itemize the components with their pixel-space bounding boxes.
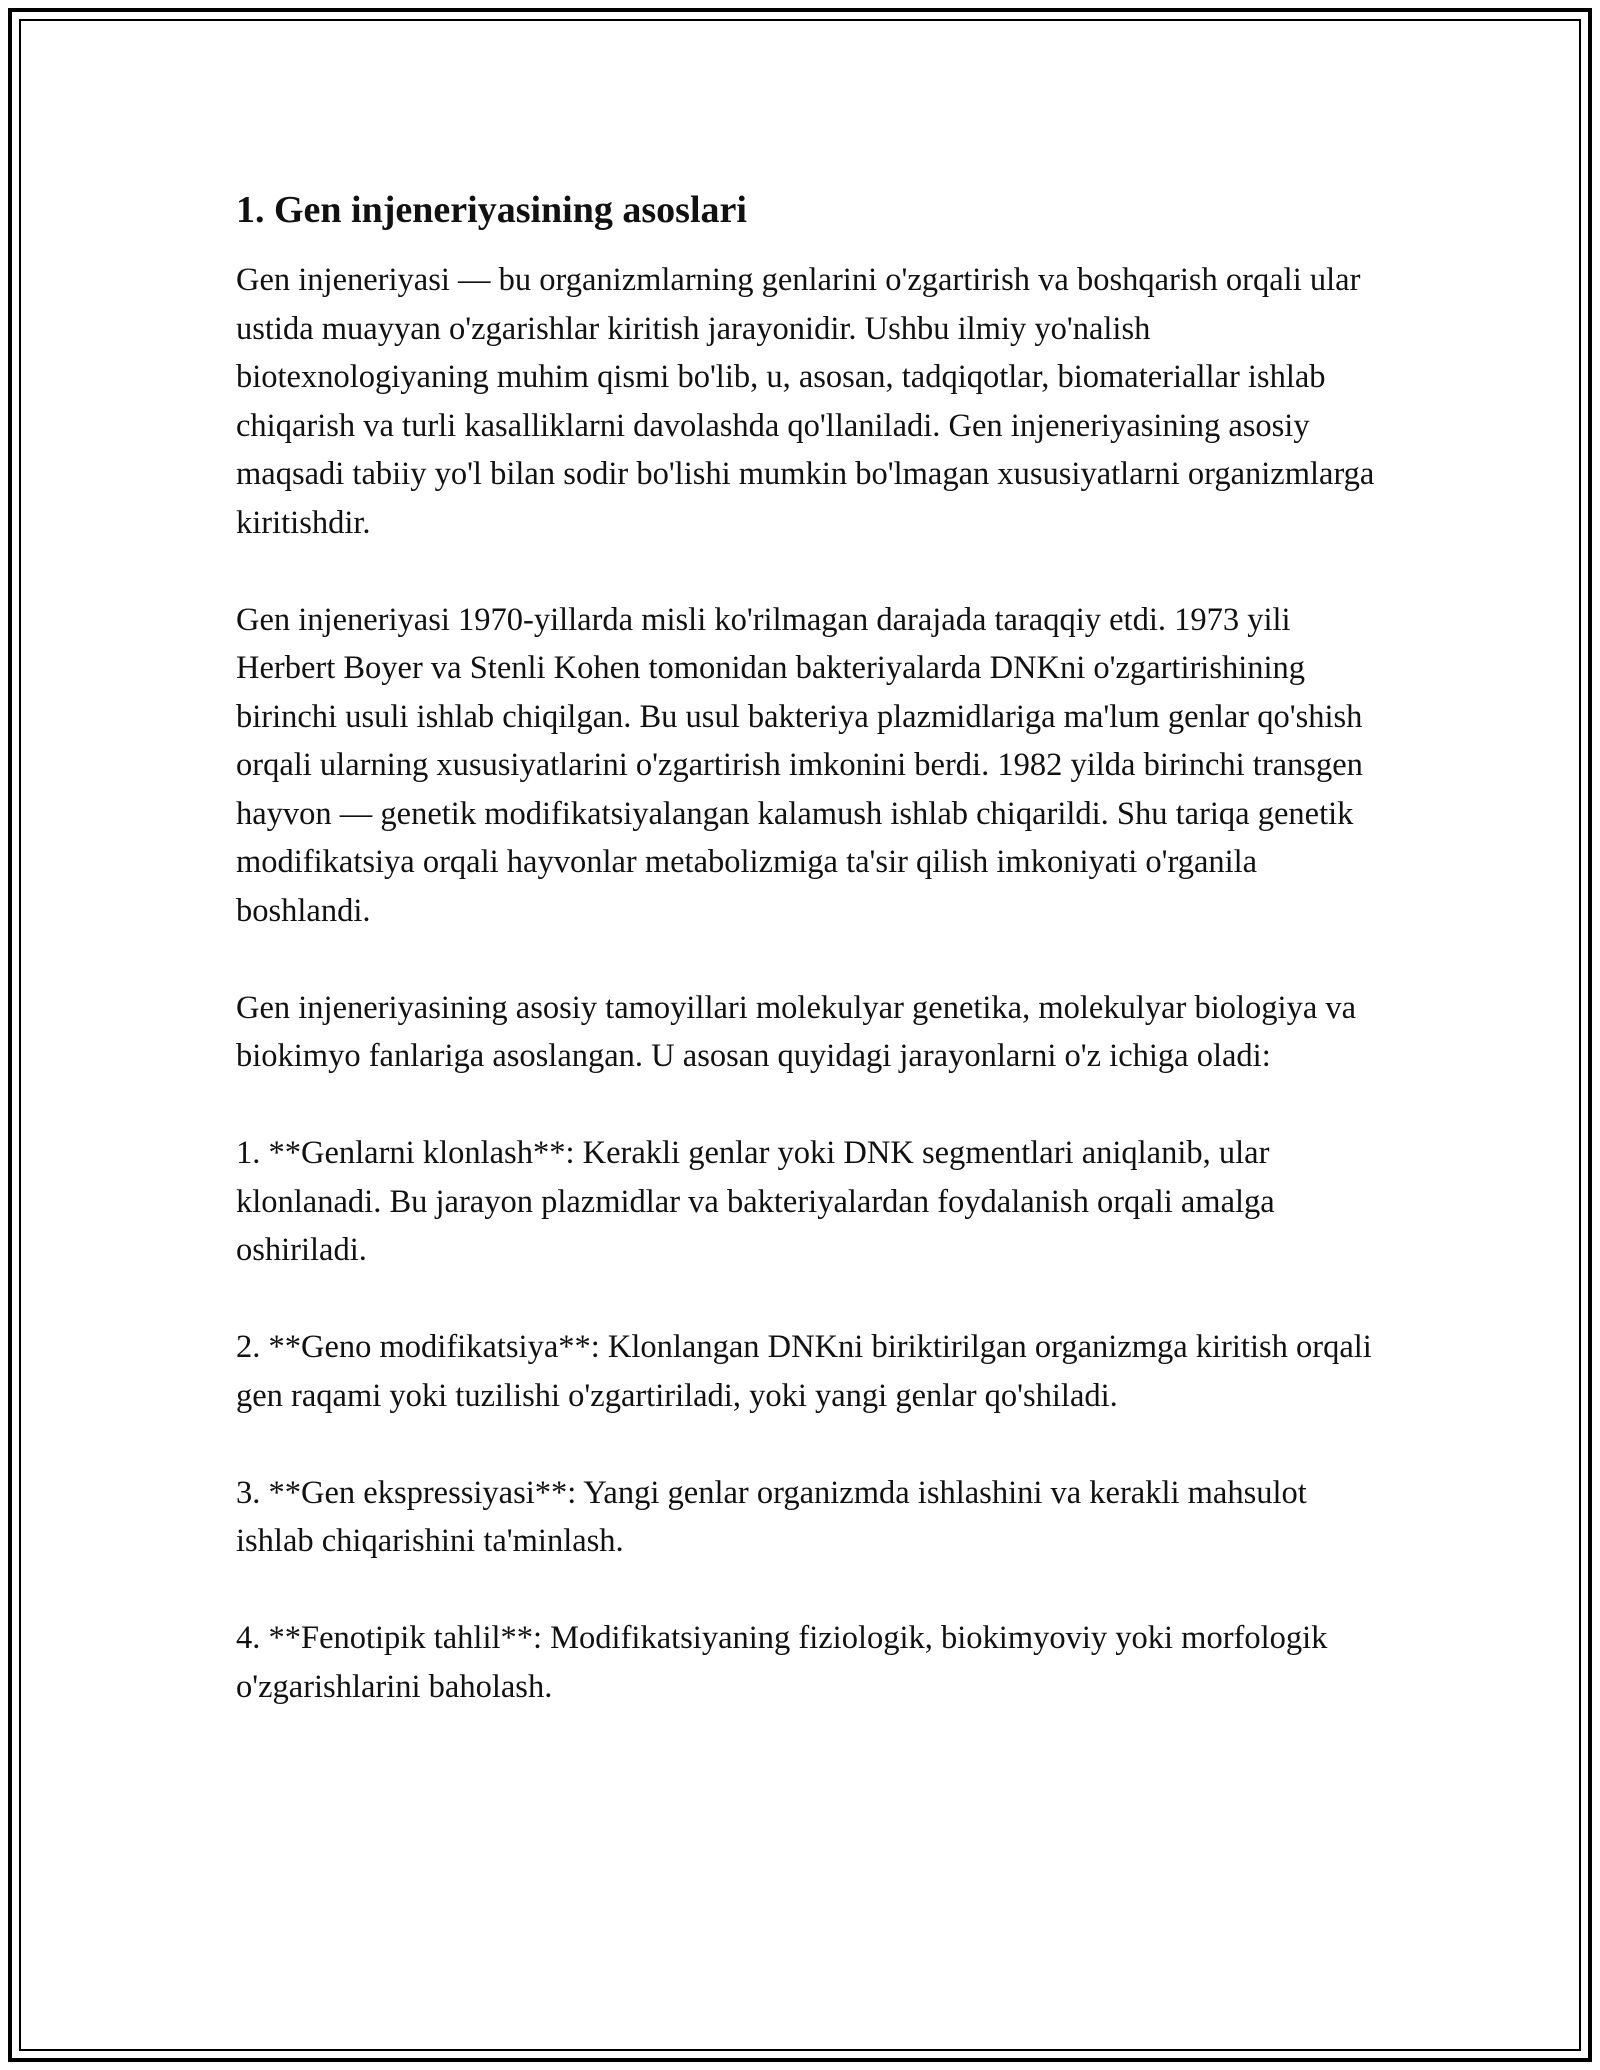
paragraph-history: Gen injeneriyasi 1970-yillarda misli ko'rilmagan darajada taraqqiy etdi. 1973 yili Herbert Boyer va Stenli Kohen tomonidan bakteriyalarda DNKni o'zgartirishining birinchi usuli ishlab chiqilgan. Bu usul bakteriya plazmidlariga ma'lum genlar qo'shish orqali ularning xususiyatlarini o'zgartirish imkonini berdi. 1982 yilda birinchi transgen hayvon — genetik modifikatsiyalangan kalamush ishlab chiqarildi. Shu tariqa genetik modifikatsiya orqali hayvonlar metabolizmiga ta'sir qilish imkoniyati o'rganila boshlandi. (236, 601, 1363, 929)
paragraph-principles: Gen injeneriyasining asosiy tamoyillari molekulyar genetika, molekulyar biologiya va biokimyo fanlariga asoslangan. U asosan quyidagi jarayonlarni o'z ichiga oladi: (236, 989, 1357, 1074)
list-item-modification: 2. **Geno modifikatsiya**: Klonlangan DNKni biriktirilgan organizmga kiritish orqali gen raqami yoki tuzilishi o'zgartiriladi, yoki yangi genlar qo'shiladi. (236, 1329, 1372, 1414)
list-item-phenotypic-analysis: 4. **Fenotipik tahlil**: Modifikatsiyaning fiziologik, biokimyoviy yoki morfologik o'zgarishlarini baholash. (236, 1620, 1328, 1705)
paragraph-intro: Gen injeneriyasi — bu organizmlarning genlarini o'zgartirish va boshqarish orqali ular ustida muayyan o'zgarishlar kiritish jarayonidir. Ushbu ilmiy yo'nalish biotexnologiyaning muhim qismi bo'lib, u, asosan, tadqiqotlar, biomateriallar ishlab chiqarish va turli kasalliklarni davolashda qo'llaniladi. Gen injeneriyasining asosiy maqsadi tabiiy yo'l bilan sodir bo'lishi mumkin bo'lmagan xususiyatlarni organizmlarga kiritishdir. (236, 262, 1375, 541)
list-item-expression: 3. **Gen ekspressiyasi**: Yangi genlar organizmda ishlashini va kerakli mahsulot ishlab chiqarishini ta'minlash. (236, 1474, 1307, 1559)
document-body (236, 186, 1376, 1760)
list-item-cloning: 1. **Genlarni klonlash**: Kerakli genlar yoki DNK segmentlari aniqlanib, ular klonlanadi. Bu jarayon plazmidlar va bakteriyalardan foydalanish orqali amalga oshiriladi. (236, 1135, 1275, 1268)
section-heading: 1. Gen injeneriyasining asoslari (236, 189, 747, 231)
